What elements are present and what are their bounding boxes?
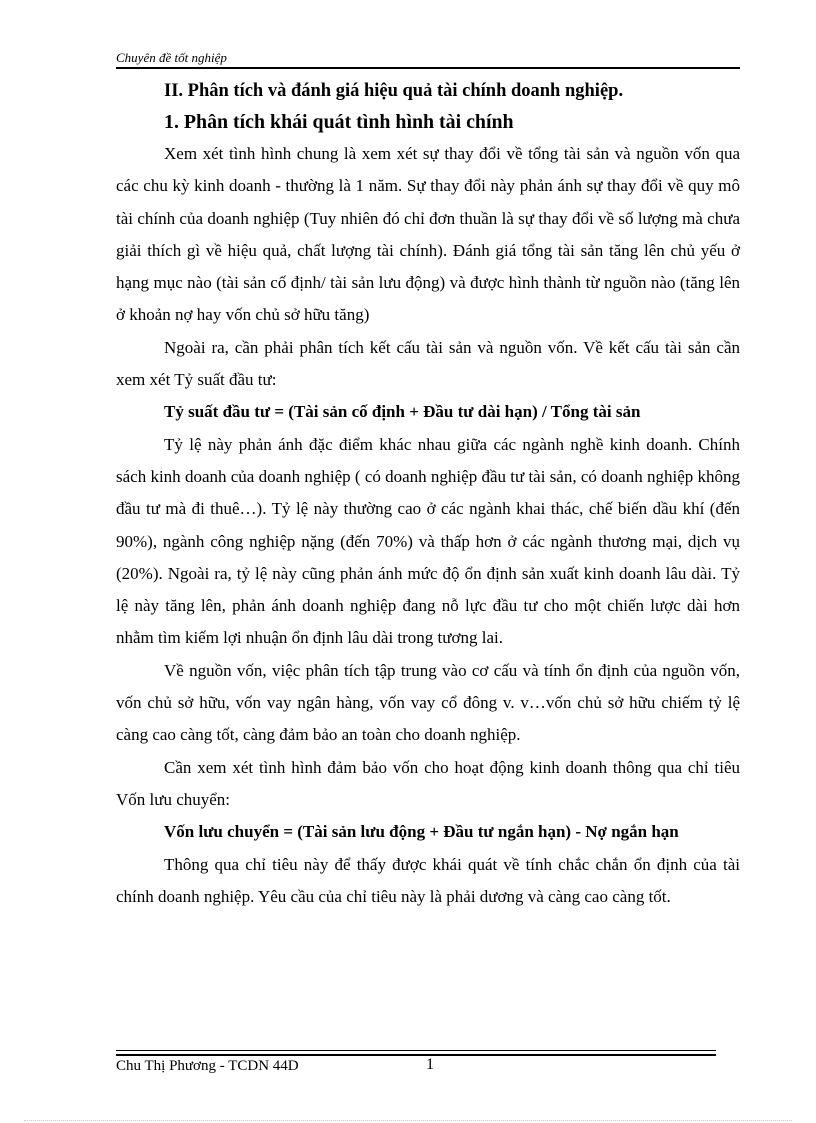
paragraph: Tỷ lệ này phản ánh đặc điểm khác nhau giữa các ngành nghề kinh doanh. Chính sách kinh doanh của doanh nghiệp ( có doanh nghiệp đầu tư tài sản, có doanh nghiệp không đầu tư mà đi thuê…). Tỷ lệ này thường cao ở các ngành khai thác, chế biến dầu khí (đến 90%), ngành công nghiệp nặng (đến 70%) và thấp hơn ở các ngành thương mại, dịch vụ (20%). Ngoài ra, tỷ lệ này cũng phản ánh mức độ ổn định sản xuất kinh doanh lâu dài. Tỷ lệ này tăng lên, phản ánh doanh nghiệp đang nỗ lực đầu tư cho một chiến lược dài hơn nhằm tìm kiếm lợi nhuận ổn định lâu dài trong tương lai. (116, 434, 740, 648)
page-content (116, 76, 740, 913)
footer-author: Chu Thị Phương - TCDN 44D (116, 1058, 299, 1074)
footer-rule (116, 1054, 716, 1056)
footer-rule (116, 1050, 716, 1051)
page-number: 1 (426, 1056, 434, 1073)
running-header: Chuyên đề tốt nghiệp (116, 50, 227, 65)
paragraph: Thông qua chỉ tiêu này để thấy được khái quát về tính chắc chắn ổn định của tài chính doanh nghiệp. Yêu cầu của chỉ tiêu này là phải dương và càng cao càng tốt. (116, 854, 740, 906)
paragraph: Cần xem xét tình hình đảm bảo vốn cho hoạt động kinh doanh thông qua chỉ tiêu Vốn lưu chuyển: (116, 757, 740, 809)
formula-investment-ratio: Tỷ suất đầu tư = (Tài sản cố định + Đầu tư dài hạn) / Tổng tài sản (164, 402, 641, 422)
paragraph: Xem xét tình hình chung là xem xét sự thay đổi về tổng tài sản và nguồn vốn qua các chu kỳ kinh doanh - thường là 1 năm. Sự thay đổi này phản ánh sự thay đổi về quy mô tài chính của doanh nghiệp (Tuy nhiên đó chỉ đơn thuần là sự thay đổi về số lượng mà chưa giải thích gì về hiệu quả, chất lượng tài chính). Đánh giá tổng tài sản tăng lên chủ yếu ở hạng mục nào (tài sản cố định/ tài sản lưu động) và được hình thành từ nguồn nào (tăng lên ở khoản nợ hay vốn chủ sở hữu tăng) (116, 144, 740, 325)
page-edge-divider (24, 1120, 792, 1121)
header-rule (116, 67, 740, 69)
formula-working-capital: Vốn lưu chuyển = (Tài sản lưu động + Đầu tư ngắn hạn) - Nợ ngắn hạn (164, 822, 679, 842)
subsection-title: 1. Phân tích khái quát tình hình tài chính (164, 111, 514, 133)
paragraph: Về nguồn vốn, việc phân tích tập trung vào cơ cấu và tính ổn định của nguồn vốn, vốn chủ sở hữu, vốn vay ngân hàng, vốn vay cổ đông v. v…vốn chủ sở hữu chiếm tỷ lệ càng cao càng tốt, càng đảm bảo an toàn cho doanh nghiệp. (116, 660, 740, 745)
section-title: II. Phân tích và đánh giá hiệu quả tài chính doanh nghiệp. (164, 81, 624, 101)
paragraph: Ngoài ra, cần phải phân tích kết cấu tài sản và nguồn vốn. Về kết cấu tài sản cần xem xét Tỷ suất đầu tư: (116, 337, 740, 390)
